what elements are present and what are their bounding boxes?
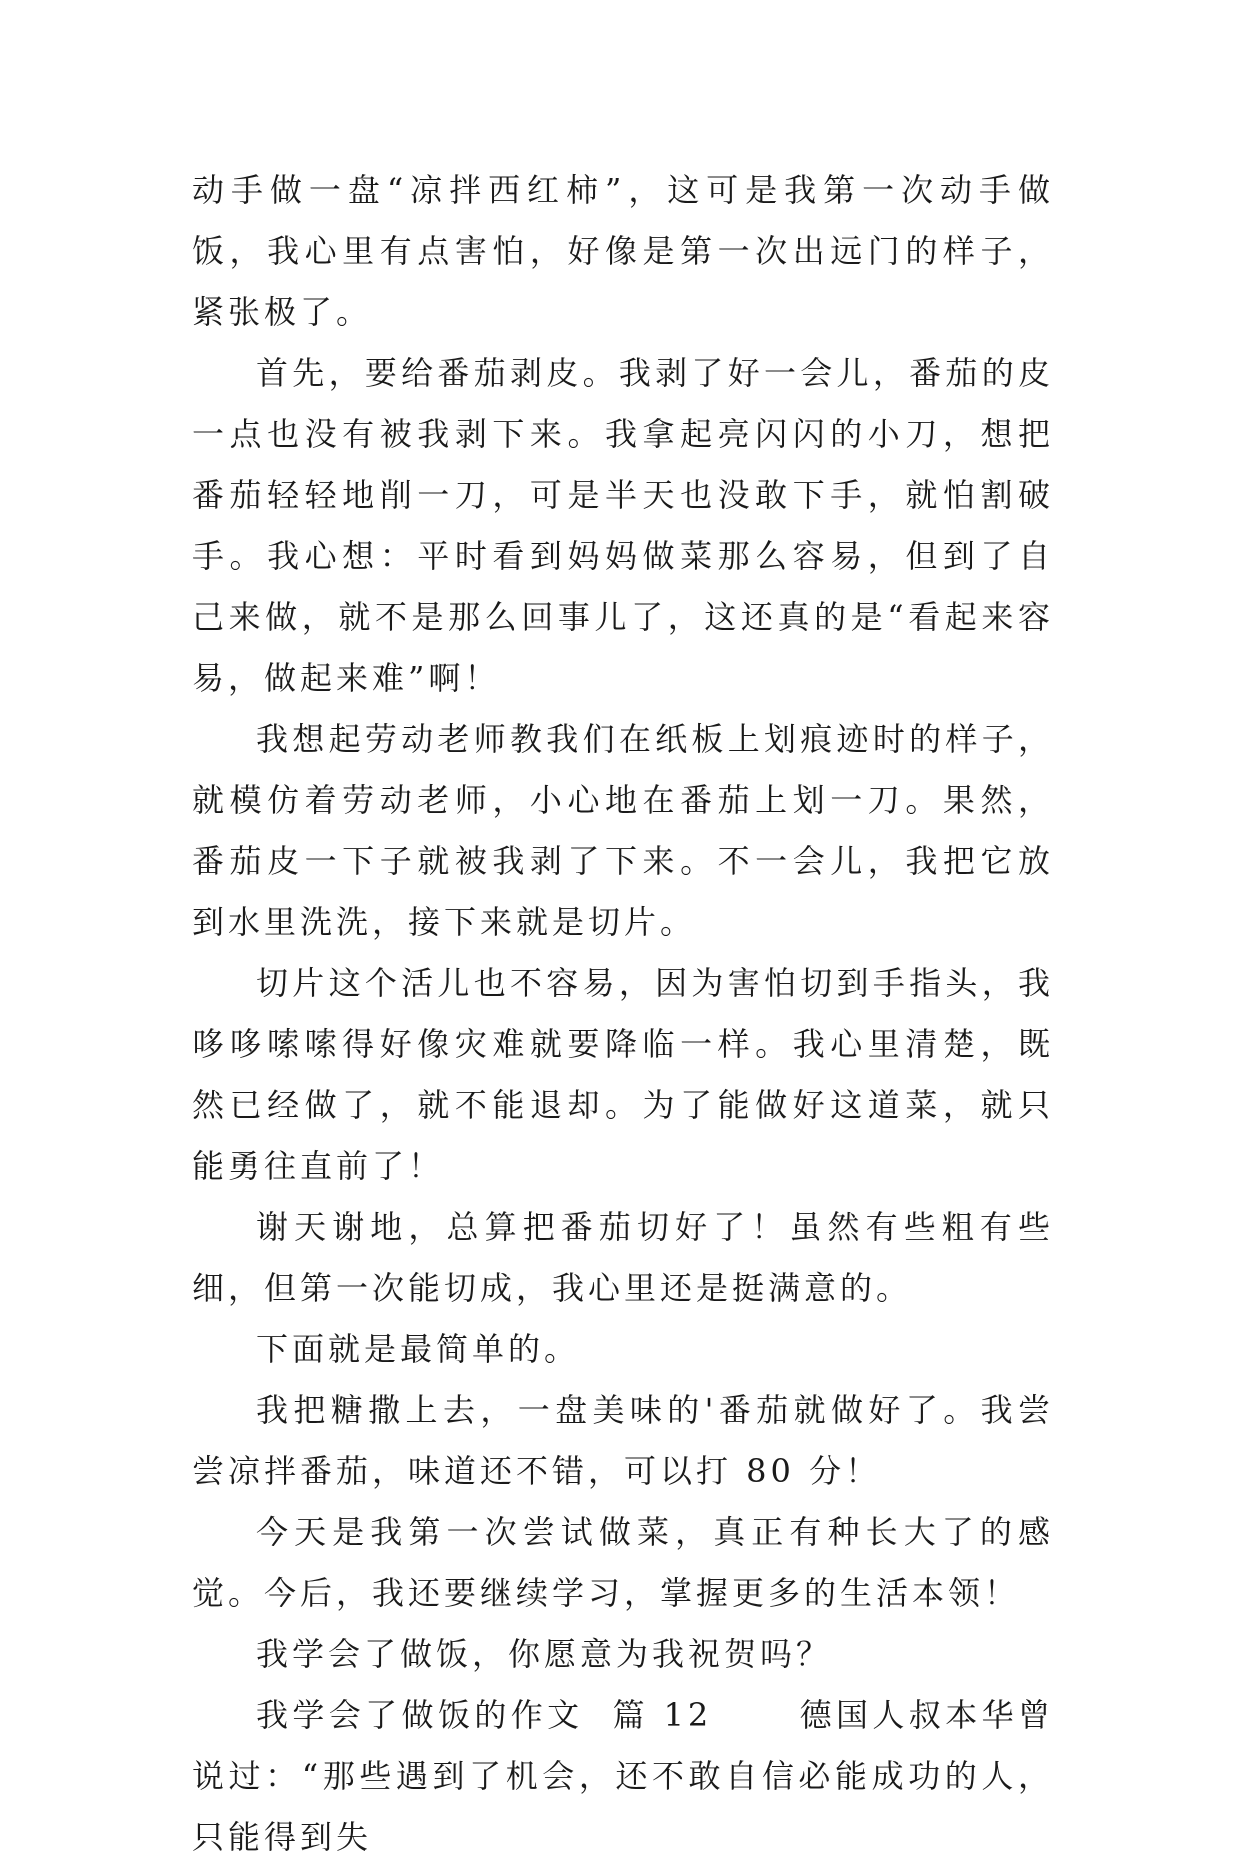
paragraph-5: 谢天谢地，总算把番茄切好了！虽然有些粗有些细，但第一次能切成，我心里还是挺满意的。 — [192, 1208, 1054, 1307]
paragraph-2: 首先，要给番茄剥皮。我剥了好一会儿，番茄的皮一点也没有被我剥下来。我拿起亮闪闪的小刀，想把番茄轻轻地削一刀，可是半天也没敢下手，就怕割破手。我心想：平时看到妈妈做菜那么容易，但到了自己来做，就不是那么回事儿了，这还真的是“看起来容易，做起来难”啊！ — [192, 354, 1054, 697]
paragraph-10: 我学会了做饭的作文 篇 12 德国人叔本华曾说过：“那些遇到了机会，还不敢自信必能成功的人，只能得到失 — [192, 1696, 1054, 1856]
paragraph-1: 动手做一盘“凉拌西红柿”，这可是我第一次动手做饭，我心里有点害怕，好像是第一次出远门的样子，紧张极了。 — [192, 171, 1054, 331]
essay-body — [192, 160, 1054, 1868]
paragraph-9: 我学会了做饭，你愿意为我祝贺吗？ — [256, 1635, 833, 1673]
paragraph-6: 下面就是最简单的。 — [256, 1330, 581, 1368]
paragraph-3: 我想起劳动老师教我们在纸板上划痕迹时的样子，就模仿着劳动老师，小心地在番茄上划一刀。果然，番茄皮一下子就被我剥了下来。不一会儿，我把它放到水里洗洗，接下来就是切片。 — [192, 720, 1054, 941]
paragraph-4: 切片这个活儿也不容易，因为害怕切到手指头，我哆哆嗦嗦得好像灾难就要降临一样。我心里清楚，既然已经做了，就不能退却。为了能做好这道菜，就只能勇往直前了！ — [192, 964, 1054, 1185]
paragraph-7: 我把糖撒上去，一盘美味的'番茄就做好了。我尝尝凉拌番茄，味道还不错，可以打 80 分！ — [192, 1391, 1054, 1490]
paragraph-8: 今天是我第一次尝试做菜，真正有种长大了的感觉。今后，我还要继续学习，掌握更多的生活本领！ — [192, 1513, 1054, 1612]
